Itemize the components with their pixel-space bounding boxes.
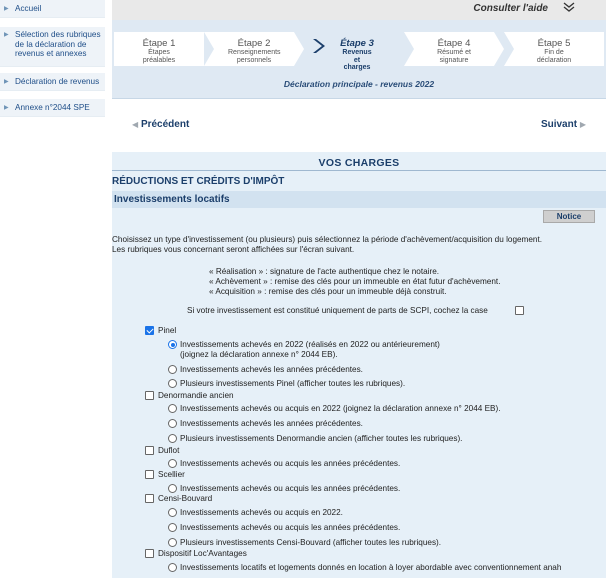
censi-option-2022-label: Investissements achevés ou acquis en 2022. bbox=[180, 508, 343, 517]
step-title: Étape 5 bbox=[537, 38, 571, 49]
next-label: Suivant bbox=[540, 119, 578, 130]
censi-bouvard-label: Censi-Bouvard bbox=[158, 494, 213, 503]
arrow-right-icon: ▶ bbox=[4, 32, 9, 38]
pinel-option-multiple-label: Plusieurs investissements Pinel (afficher toutes les rubriques). bbox=[180, 379, 406, 388]
section-title: VOS CHARGES bbox=[318, 157, 400, 169]
chevron-down-icon[interactable] bbox=[562, 1, 576, 15]
step-title: Étape 3 bbox=[340, 38, 374, 49]
step-title: Étape 2 bbox=[237, 38, 271, 49]
steps-progress bbox=[112, 20, 606, 98]
definition-achevement: « Achèvement » : remise des clés pour un immeuble en état futur d'achèvement. bbox=[209, 277, 501, 286]
pinel-option-2022-label: Investissements achevés en 2022 (réalisés en 2022 ou antérieurement) bbox=[180, 340, 440, 349]
scellier-label: Scellier bbox=[158, 470, 185, 479]
category-bar bbox=[112, 191, 606, 208]
denormandie-label: Denormandie ancien bbox=[158, 391, 234, 400]
scellier-option-previous-radio[interactable] bbox=[168, 484, 177, 493]
loc-avantages-option-radio[interactable] bbox=[168, 563, 177, 572]
pinel-option-previous-label: Investissements achevés les années précédentes. bbox=[180, 365, 363, 374]
sidebar-item-selection-rubriques[interactable] bbox=[0, 27, 105, 67]
definitions bbox=[209, 267, 500, 297]
intro-line: Choisissez un type d'investissement (ou plusieurs) puis sélectionnez la période d'achèvement/acquisition du logement. bbox=[112, 235, 543, 244]
censi-bouvard-checkbox[interactable] bbox=[145, 494, 154, 503]
denormandie-option-multiple-radio[interactable] bbox=[168, 434, 177, 443]
triangle-left-icon: ◀ bbox=[132, 120, 139, 129]
censi-option-multiple-label: Plusieurs investissements Censi-Bouvard (afficher toutes les rubriques). bbox=[180, 538, 442, 547]
step-title: Étape 4 bbox=[437, 38, 471, 49]
step-desc: Revenus et charges bbox=[342, 49, 372, 71]
sidebar bbox=[0, 0, 107, 578]
loc-avantages-label: Dispositif Loc'Avantages bbox=[158, 549, 247, 558]
step-3 bbox=[312, 32, 402, 71]
censi-option-multiple-radio[interactable] bbox=[168, 538, 177, 547]
step-5 bbox=[504, 32, 604, 66]
scellier-checkbox[interactable] bbox=[145, 470, 154, 479]
notice-button[interactable]: Notice bbox=[543, 210, 595, 223]
step-desc: Fin de déclaration bbox=[536, 49, 572, 64]
sidebar-item-annexe-2044[interactable] bbox=[0, 99, 105, 117]
scpi-checkbox[interactable] bbox=[515, 306, 524, 315]
help-bar bbox=[112, 0, 606, 20]
main-content bbox=[112, 0, 606, 578]
loc-avantages-option-label: Investissements locatifs et logements donnés en location à loyer abordable avec conventionnement anah bbox=[180, 563, 562, 572]
intro-line: Les rubriques vous concernant seront affichées sur l'écran suivant. bbox=[112, 245, 355, 254]
sidebar-item-label: Annexe n°2044 SPE bbox=[15, 103, 90, 112]
arrow-right-icon: ▶ bbox=[4, 6, 9, 12]
charges-panel bbox=[112, 152, 606, 578]
duflot-option-previous-label: Investissements achevés ou acquis les années précédentes. bbox=[180, 459, 401, 468]
definition-realisation: « Réalisation » : signature de l'acte authentique chez le notaire. bbox=[209, 267, 440, 276]
intro-text bbox=[112, 235, 606, 255]
pinel-checkbox[interactable] bbox=[145, 326, 154, 335]
pinel-option-2022-radio[interactable] bbox=[168, 340, 177, 349]
censi-option-previous-radio[interactable] bbox=[168, 523, 177, 532]
duflot-option-previous-radio[interactable] bbox=[168, 459, 177, 468]
divider bbox=[112, 170, 606, 171]
previous-label: Précédent bbox=[140, 119, 190, 130]
step-desc: Renseignements personnels bbox=[228, 49, 281, 64]
sidebar-item-accueil[interactable] bbox=[0, 0, 105, 18]
denormandie-checkbox[interactable] bbox=[145, 391, 154, 400]
denormandie-option-2022-label: Investissements achevés ou acquis en 2022 (joignez la déclaration annexe n° 2044 EB). bbox=[180, 404, 501, 413]
category-title: Investissements locatifs bbox=[114, 194, 230, 205]
censi-option-previous-label: Investissements achevés ou acquis les années précédentes. bbox=[180, 523, 401, 532]
denormandie-option-2022-radio[interactable] bbox=[168, 404, 177, 413]
step-2 bbox=[204, 32, 304, 66]
next-button[interactable] bbox=[541, 119, 586, 130]
sidebar-item-declaration-revenus[interactable] bbox=[0, 73, 105, 91]
sidebar-item-label: Sélection des rubriques de la déclaration de revenus et annexes bbox=[15, 30, 101, 59]
arrow-right-icon: ▶ bbox=[4, 79, 9, 85]
loc-avantages-checkbox[interactable] bbox=[145, 549, 154, 558]
divider bbox=[112, 98, 606, 99]
declaration-title: Déclaration principale - revenus 2022 bbox=[283, 79, 435, 89]
pinel-option-2022-label-2: (joignez la déclaration annexe n° 2044 EB). bbox=[180, 350, 338, 359]
pinel-label: Pinel bbox=[158, 326, 177, 335]
section-subtitle: RÉDUCTIONS ET CRÉDITS D'IMPÔT bbox=[112, 176, 285, 187]
pinel-option-multiple-radio[interactable] bbox=[168, 379, 177, 388]
previous-button[interactable] bbox=[132, 119, 189, 130]
help-link[interactable]: Consulter l'aide bbox=[473, 3, 548, 14]
arrow-right-icon: ▶ bbox=[4, 105, 9, 111]
step-desc: Résumé et signature bbox=[437, 49, 471, 64]
scellier-option-previous-label: Investissements achevés ou acquis les années précédentes. bbox=[180, 484, 401, 493]
sidebar-item-label: Déclaration de revenus bbox=[15, 77, 100, 86]
duflot-checkbox[interactable] bbox=[145, 446, 154, 455]
sidebar-item-label: Accueil bbox=[15, 4, 42, 13]
pinel-option-previous-radio[interactable] bbox=[168, 365, 177, 374]
duflot-label: Duflot bbox=[158, 446, 180, 455]
scpi-label: Si votre investissement est constitué uniquement de parts de SCPI, cochez la case bbox=[187, 306, 488, 315]
censi-option-2022-radio[interactable] bbox=[168, 508, 177, 517]
step-desc: Étapes préalables bbox=[142, 49, 176, 64]
step-title: Étape 1 bbox=[142, 38, 176, 49]
definition-acquisition: « Acquisition » : remise des clés pour un immeuble déjà construit. bbox=[209, 287, 447, 296]
denormandie-option-multiple-label: Plusieurs investissements Denormandie ancien (afficher toutes les rubriques). bbox=[180, 434, 463, 443]
step-4 bbox=[404, 32, 504, 66]
step-1 bbox=[114, 32, 204, 66]
triangle-right-icon: ▶ bbox=[579, 120, 586, 129]
denormandie-option-previous-radio[interactable] bbox=[168, 419, 177, 428]
denormandie-option-previous-label: Investissements achevés les années précédentes. bbox=[180, 419, 363, 428]
